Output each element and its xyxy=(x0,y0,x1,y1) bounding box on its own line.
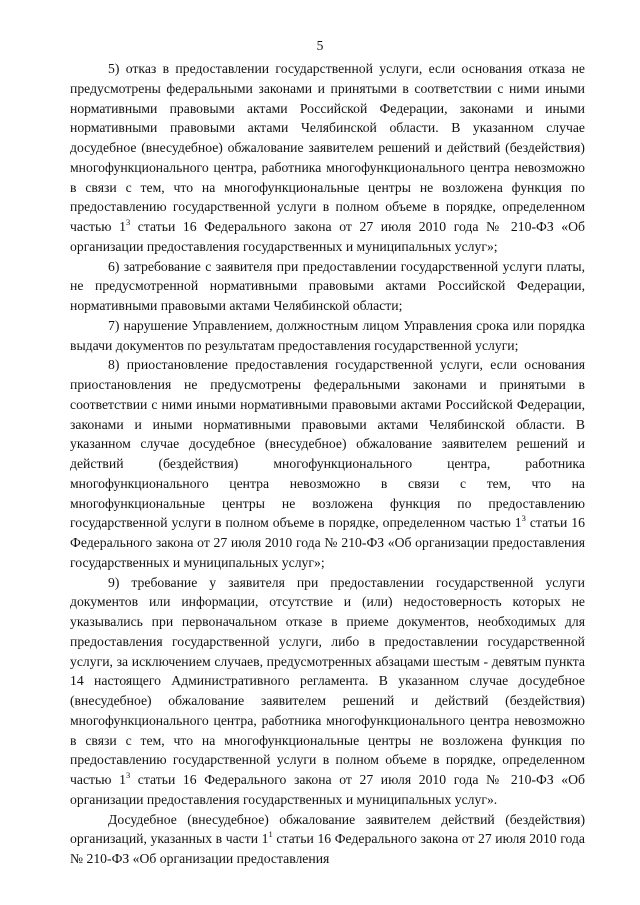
paragraph-text: 7) нарушение Управлением, должностным лицом Управления срока или порядка выдачи документов по результатам предоставления государственной услуги; xyxy=(70,317,585,353)
paragraph-text: 8) приостановление предоставления государственной услуги, если основания приостановления не предусмотрены федеральными законами и принятыми в соответствии с ними иными нормативными правовыми актами Российской Федерации, законами и иными нормативными правовыми актами Челябинской области. В указанном случае досудебное (внесудебное) обжалование заявителем решений и действий (бездействия) многофункционального центра, работника многофункционального центра невозможно в связи с тем, что на многофункциональные центры не возложена функция по предоставлению государственной услуги в полном объеме в порядке, определенном частью 1 xyxy=(70,357,585,531)
paragraph-text: 6) затребование с заявителя при предоставлении государственной услуги платы, не предусмотренной нормативными правовыми актами Российской Федерации, нормативными правовыми актами Челябинской области; xyxy=(70,258,585,313)
paragraph-appeal xyxy=(70,810,585,869)
page-number: 5 xyxy=(316,38,324,53)
paragraph-item-5 xyxy=(70,59,585,257)
document-body xyxy=(70,59,585,869)
superscript: 3 xyxy=(125,770,131,780)
paragraph-text: статьи 16 Федерального закона от 27 июля 2010 года № 210-ФЗ «Об организации предоставления xyxy=(70,831,585,866)
superscript: 3 xyxy=(521,513,526,524)
paragraph-item-7 xyxy=(70,316,585,356)
paragraph-item-8 xyxy=(70,355,585,572)
superscript: 1 xyxy=(268,829,273,840)
paragraph-item-6 xyxy=(70,257,585,316)
paragraph-text: Досудебное (внесудебное) обжалование заявителем действий (бездействия) организаций, указанных в части 1 xyxy=(70,811,585,847)
paragraph-text: статьи 16 Федерального закона от 27 июля 2010 года № 210-ФЗ «Об организации предоставления государственных и муниципальных услуг»; xyxy=(70,219,585,254)
paragraph-text: статьи 16 Федерального закона от 27 июля 2010 года № 210-ФЗ «Об организации предоставления государственных и муниципальных услуг»; xyxy=(70,515,585,570)
superscript: 3 xyxy=(125,217,131,227)
paragraph-text: 5) отказ в предоставлении государственной услуги, если основания отказа не предусмотрены федеральными законами и принятыми в соответствии с ними иными нормативными правовыми актами Российской Федерации, законами и иными нормативными правовыми актами Челябинской области. В указанном случае досудебное (внесудебное) обжалование заявителем решений и действий (бездействия) многофункционального центра, работника многофункционального центра невозможно в связи с тем, что на многофункциональные центры не возложена функция по предоставлению государственной услуги в полном объеме в порядке, определенном частью 1 xyxy=(70,61,585,234)
paragraph-text: статьи 16 Федерального закона от 27 июля 2010 года № 210-ФЗ «Об организации предоставления государственных и муниципальных услуг». xyxy=(70,772,585,807)
paragraph-text: 9) требование у заявителя при предоставлении государственной услуги документов или информации, отсутствие и (или) недостоверность которых не указывались при первоначальном отказе в приеме документов, необходимых для предоставления государственной услуги, либо в предоставлении государственной услуги, за исключением случаев, предусмотренных абзацами шестым - девятым пункта 14 настоящего Административного регламента. В указанном случае досудебное (внесудебное) обжалование заявителем решений и действий (бездействия) многофункционального центра, работника многофункционального центра невозможно в связи с тем, что на многофункциональные центры не возложена функция по предоставлению государственной услуги в полном объеме в порядке, определенном частью 1 xyxy=(70,574,585,787)
paragraph-item-9 xyxy=(70,573,585,810)
